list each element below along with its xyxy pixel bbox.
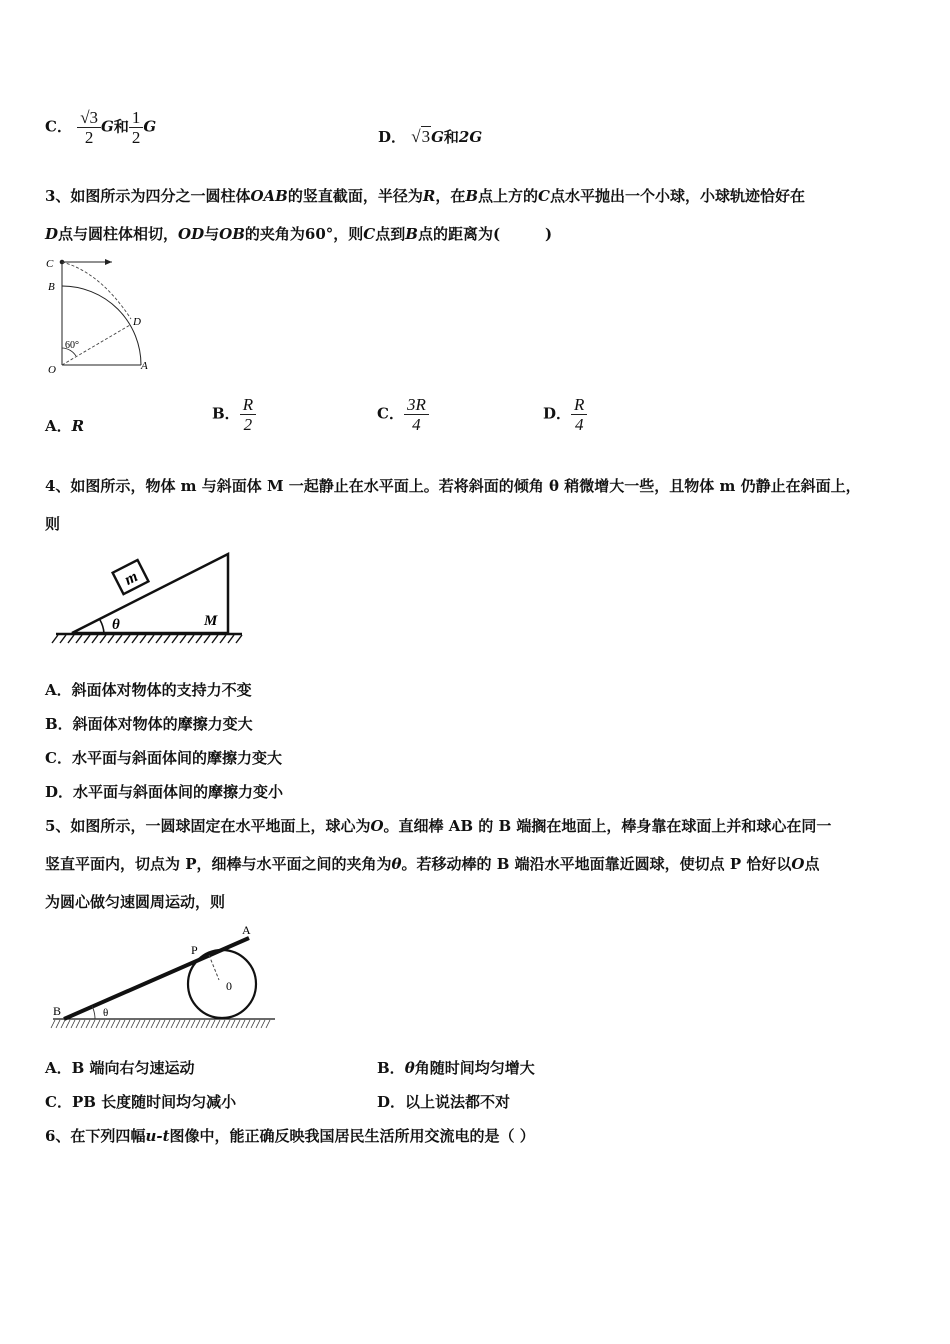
q5-option-d[interactable]: D．以上说法都不对 <box>377 1093 511 1111</box>
theta-arc <box>100 620 104 633</box>
q4-option-d[interactable]: D．水平面与斜面体间的摩擦力变小 <box>45 783 284 801</box>
q5-stem-line3: 为圆心做匀速圆周运动，则 <box>45 893 226 911</box>
q3-stem-line1: 3、如图所示为四分之一圆柱体OAB的竖直截面，半径为R，在B点上方的C点水平抛出一个小球，小球轨迹恰好在 <box>45 187 806 205</box>
q5-option-b[interactable]: B．θ角随时间均匀增大 <box>377 1059 535 1077</box>
block-m <box>113 560 149 594</box>
q3-stem-line2: D点与圆柱体相切，OD与OB的夹角为60°，则C点到B点的距离为( ) <box>45 225 553 243</box>
svg-text:m: m <box>121 568 141 589</box>
label-b: B <box>53 1004 62 1018</box>
radius-op <box>209 955 219 980</box>
q5-stem-line1: 5、如图所示，一圆球固定在水平地面上，球心为O。直细棒 AB 的 B 端搁在地面上，棒身靠在球面上并和球心在同一 <box>45 817 832 835</box>
q2-option-c[interactable]: C． $\frac{√3}{2}$ G和 $\frac{1}{2}$ G <box>45 108 157 147</box>
q5-figure <box>45 920 285 1035</box>
q4-figure <box>50 550 250 650</box>
label-angle: 60° <box>65 340 79 351</box>
q3-figure <box>40 252 170 377</box>
label-a: A <box>242 923 251 937</box>
trajectory <box>62 262 131 319</box>
label-o: 0 <box>226 979 232 993</box>
label-theta: θ <box>112 617 120 633</box>
rod-ab <box>64 938 249 1019</box>
q4-stem-line1: 4、如图所示，物体 m 与斜面体 M 一起静止在水平面上。若将斜面的倾角 θ 稍微增大一些，且物体 m 仍静止在斜面上， <box>45 477 861 495</box>
q5-stem-line2: 竖直平面内，切点为 P，细棒与水平面之间的夹角为θ。若移动棒的 B 端沿水平地面靠近圆球，使切点 P 恰好以O点 <box>45 855 820 873</box>
label-a: A <box>141 360 148 372</box>
q2-option-d[interactable]: D． √3G和2G <box>378 127 483 146</box>
q3-option-c[interactable]: C． $\frac{3R}{4}$ <box>377 395 429 434</box>
label-m-big: M <box>204 613 218 629</box>
label-o: O <box>48 364 56 376</box>
q5-option-a[interactable]: A．B 端向右匀速运动 <box>45 1059 195 1077</box>
label-d: D <box>133 316 141 328</box>
sqrt-expression: √3 <box>411 127 431 146</box>
label-theta: θ <box>103 1007 109 1019</box>
fraction: $\frac{1}{2}$ <box>129 108 144 147</box>
label-p: P <box>191 943 198 957</box>
q6-stem: 6、在下列四幅u-t图像中，能正确反映我国居民生活所用交流电的是（ ） <box>45 1127 535 1145</box>
q5-option-c[interactable]: C．PB 长度随时间均匀减小 <box>45 1093 237 1111</box>
q3-option-d[interactable]: D． $\frac{R}{4}$ <box>543 395 587 434</box>
q4-stem-line2: 则 <box>45 515 61 533</box>
q4-option-a[interactable]: A．斜面体对物体的支持力不变 <box>45 681 252 699</box>
label-c: C <box>46 258 54 270</box>
q4-option-c[interactable]: C．水平面与斜面体间的摩擦力变大 <box>45 749 282 767</box>
q3-option-a[interactable]: A．R <box>45 417 85 435</box>
q4-option-b[interactable]: B．斜面体对物体的摩擦力变大 <box>45 715 253 733</box>
fraction: $\frac{√3}{2}$ <box>77 108 101 147</box>
label-b: B <box>48 281 55 293</box>
q3-option-b[interactable]: B． $\frac{R}{2}$ <box>212 395 256 434</box>
